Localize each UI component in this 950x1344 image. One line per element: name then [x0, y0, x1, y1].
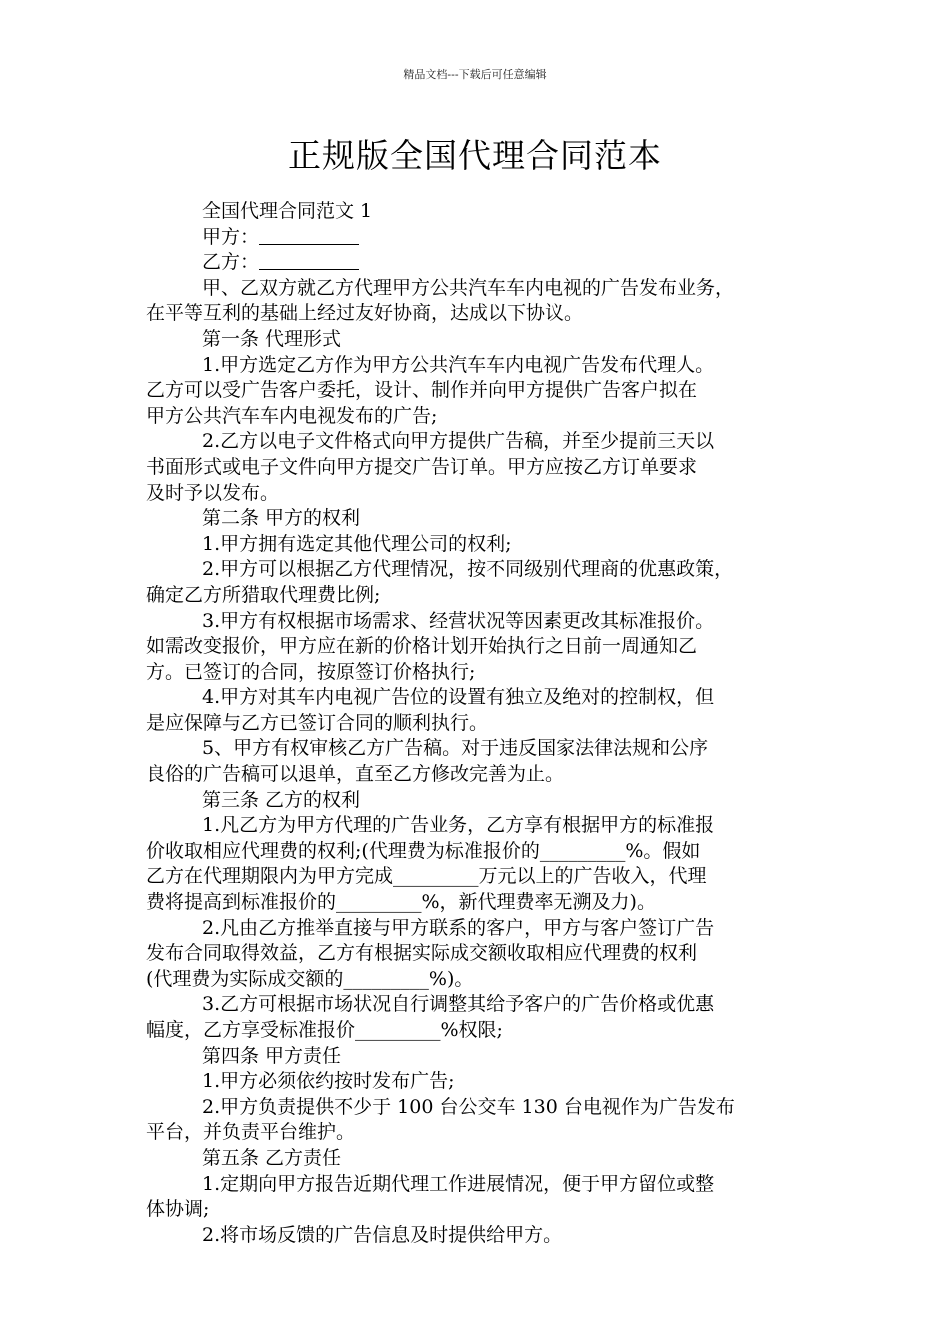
line-text: 书面形式或电子文件向甲方提交广告订单。甲方应按乙方订单要求 [146, 455, 698, 478]
paragraph-line [146, 1223, 810, 1249]
paragraph-line [146, 762, 810, 788]
paragraph-line [146, 685, 810, 711]
line-text: 及时予以发布。 [146, 481, 280, 504]
line-text: 1.甲方选定乙方作为甲方公共汽车车内电视广告发布代理人。 [202, 353, 715, 376]
paragraph-line [146, 1069, 810, 1095]
line-text: 1.定期向甲方报告近期代理工作进展情况，便于甲方留位或整 [202, 1172, 715, 1195]
paragraph-line [146, 506, 810, 532]
paragraph-line [146, 301, 810, 327]
document-title: 正规版全国代理合同范本 [288, 136, 662, 175]
paragraph-line [146, 1146, 810, 1172]
paragraph-line [146, 1197, 810, 1223]
paragraph-line [146, 532, 810, 558]
paragraph-line [146, 250, 810, 276]
line-text: 如需改变报价，甲方应在新的价格计划开始执行之日前一周通知乙 [146, 635, 698, 658]
line-text: 第三条 乙方的权利 [202, 788, 361, 811]
paragraph-line [146, 429, 810, 455]
paragraph-line [146, 557, 810, 583]
line-text: 1.甲方拥有选定其他代理公司的权利; [202, 532, 512, 555]
paragraph-line [146, 788, 810, 814]
paragraph-line [146, 813, 810, 839]
paragraph-line [146, 353, 810, 379]
paragraph-line [146, 736, 810, 762]
line-text: 平台，并负责平台维护。 [146, 1121, 356, 1144]
line-text: 甲方公共汽车车内电视发布的广告; [146, 404, 438, 427]
line-text: 2.凡由乙方推举直接与甲方联系的客户，甲方与客户签订广告 [202, 916, 715, 939]
paragraph-line [146, 1044, 810, 1070]
line-text: 费将提高到标准报价的_________%，新代理费率无溯及力)。 [146, 891, 656, 914]
signature-blank [259, 226, 359, 245]
line-text: 2.甲方可以根据乙方代理情况，按不同级别代理商的优惠政策， [202, 558, 734, 581]
line-text: 甲方： [202, 225, 260, 248]
line-text: 在平等互利的基础上经过友好协商，达成以下协议。 [146, 302, 584, 325]
signature-blank [259, 251, 359, 270]
line-text: 体协调; [146, 1198, 210, 1221]
paragraph-line [146, 711, 810, 737]
paragraph-line [146, 404, 810, 430]
paragraph-line [146, 327, 810, 353]
paragraph-line [146, 634, 810, 660]
paragraph-line [146, 660, 810, 686]
paragraph-line [146, 455, 810, 481]
paragraph-line [146, 941, 810, 967]
line-text: 3.甲方有权根据市场需求、经营状况等因素更改其标准报价。 [202, 609, 715, 632]
line-text: 2.乙方以电子文件格式向甲方提供广告稿，并至少提前三天以 [202, 430, 715, 453]
paragraph-line [146, 1095, 810, 1121]
paragraph-line [146, 225, 810, 251]
paragraph-line [146, 481, 810, 507]
paragraph-line [146, 839, 810, 865]
line-text: 第五条 乙方责任 [202, 1146, 342, 1169]
line-text: 价收取相应代理费的权利;(代理费为标准报价的_________%。假如 [146, 839, 701, 862]
line-text: 乙方可以受广告客户委托，设计、制作并向甲方提供广告客户拟在 [146, 379, 698, 402]
line-text: 第一条 代理形式 [202, 327, 342, 350]
paragraph-line [146, 890, 810, 916]
line-text: 乙方： [202, 251, 260, 274]
line-text: 幅度，乙方享受标准报价_________%权限; [146, 1019, 503, 1041]
line-text: 1.凡乙方为甲方代理的广告业务，乙方享有根据甲方的标准报 [202, 814, 715, 837]
paragraph-line [146, 992, 810, 1018]
paragraph-line [146, 916, 810, 942]
line-text: 确定乙方所猎取代理费比例; [146, 583, 381, 606]
line-text: 2.甲方负责提供不少于 100 台公交车 130 台电视作为广告发布 [202, 1095, 735, 1118]
paragraph-line [146, 378, 810, 404]
line-text: 甲、乙双方就乙方代理甲方公共汽车车内电视的广告发布业务， [202, 276, 735, 299]
line-text: 第四条 甲方责任 [202, 1044, 342, 1067]
document-body [146, 199, 810, 1248]
line-text: 第二条 甲方的权利 [202, 507, 361, 530]
line-text: 乙方在代理期限内为甲方完成_________万元以上的广告收入，代理 [146, 865, 707, 888]
paragraph-line [146, 1120, 810, 1146]
line-text: (代理费为实际成交额的_________%)。 [146, 967, 474, 990]
paragraph-line [146, 609, 810, 635]
paragraph-line [146, 967, 810, 993]
paragraph-line [146, 1172, 810, 1198]
paragraph-line [146, 276, 810, 302]
line-text: 5、甲方有权审核乙方广告稿。对于违反国家法律法规和公序 [202, 737, 709, 760]
line-text: 是应保障与乙方已签订合同的顺利执行。 [146, 711, 489, 734]
line-text: 2.将市场反馈的广告信息及时提供给甲方。 [202, 1223, 563, 1246]
line-text: 方。已签订的合同，按原签订价格执行; [146, 660, 476, 683]
paragraph-line [146, 864, 810, 890]
line-text: 4.甲方对其车内电视广告位的设置有独立及绝对的控制权，但 [202, 686, 715, 709]
line-text: 良俗的广告稿可以退单，直至乙方修改完善为止。 [146, 763, 565, 786]
paragraph-line [146, 583, 810, 609]
line-text: 3.乙方可根据市场状况自行调整其给予客户的广告价格或优惠 [202, 993, 715, 1016]
paragraph-line [146, 199, 810, 225]
paragraph-line [146, 1018, 810, 1044]
line-text: 1.甲方必须依约按时发布广告; [202, 1070, 455, 1093]
page-header-note: 精品文档---下载后可任意编辑 [403, 68, 547, 81]
line-text: 发布合同取得效益，乙方有根据实际成交额收取相应代理费的权利 [146, 942, 698, 965]
line-text: 全国代理合同范文 1 [202, 200, 373, 222]
